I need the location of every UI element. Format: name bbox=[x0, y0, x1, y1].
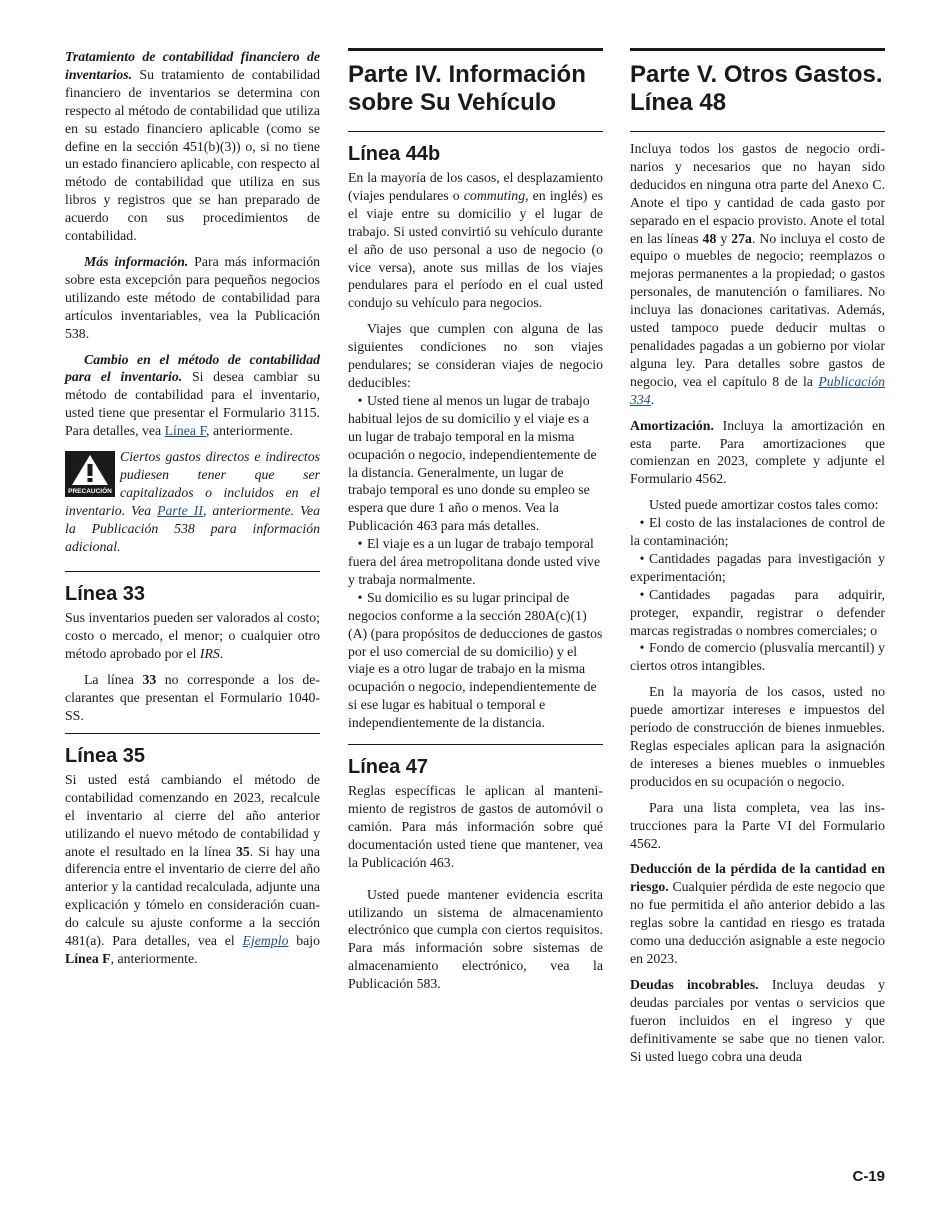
link-publicacion-334[interactable]: Publicación 334 bbox=[630, 373, 885, 407]
paragraph-otros-gastos: Incluya todos los gastos de negocio ordinarios y necesarios que no hayan sido deducidos en ninguna otra parte del Anexo C. Anote el tipo y cantidad de cada gasto por separado en el espacio provisto. Anote el total en las líneas 48 y 27a. No incluya el costo de equipo o muebles de negocio; reemplazos o mejoras permanentes a la propiedad; o gastos personales, de manutención o familiares. No incluya las donaciones caritativas. Además, usted tampoco puede deducir multas o penalidades pagadas a un gobierno por violar alguna ley. Para detalles sobre gastos de negocio, vea el capítulo 8 de la Publicación 334. bbox=[630, 141, 885, 407]
heading-linea-44b: Línea 44b bbox=[348, 131, 603, 166]
paragraph-linea-44b-2: Viajes que cumplen con alguna de las siguientes condiciones no son viajes pendulares; se consideran viajes de negocio deducibles: bbox=[348, 321, 603, 390]
column-2 bbox=[348, 48, 603, 1001]
heading-linea-47: Línea 47 bbox=[348, 744, 603, 779]
list-item: • Cantidades pagadas para adquirir, proteger, expandir, registrar o defender marcas registradas o nombres comerciales; o bbox=[630, 586, 885, 638]
list-item: • El costo de las instalaciones de control de la contaminación; bbox=[630, 515, 885, 549]
bullet-icon: • bbox=[357, 392, 363, 408]
paragraph-inventory-method-change: Cambio en el método de contabilidad para el inventario. Si desea cambiar su método de contabilidad para el inventario, usted tiene que presentar el Formulario 3115. Para detalles, vea Línea F, anteriormente. bbox=[65, 351, 320, 439]
caution-text: Ciertos gastos directos e indirectos pudiesen tener que ser capitalizados o incluidos en el inventario. Vea Parte II, anteriormente. Vea la Publicación 538 para información adicional. bbox=[65, 449, 320, 554]
parte-v-body bbox=[630, 131, 885, 1065]
paragraph-more-info: Más información. Para más información sobre esta excepción para pequeños negocios utilizando este método de contabilidad para artículos inventariables, vea la Publicación 538. bbox=[65, 253, 320, 341]
column-3 bbox=[630, 48, 885, 1073]
column-1 bbox=[65, 48, 320, 976]
heading-linea-35: Línea 35 bbox=[65, 733, 320, 768]
bullet-icon: • bbox=[639, 515, 645, 531]
bullet-icon: • bbox=[639, 640, 645, 656]
paragraph-intereses: En la mayoría de los casos, usted no puede amortizar intereses e impuestos del período de construcción de bienes inmuebles. Reglas especiales aplican para la asignación de intereses a bienes muebles o inmuebles producidos en su ocupación o negocio. bbox=[630, 684, 885, 789]
paragraph-linea-33-2: La línea 33 no corresponde a los declarantes que presentan el Formulario 1040-SS. bbox=[65, 672, 320, 723]
caution-box bbox=[65, 448, 320, 563]
bullet-icon: • bbox=[357, 589, 363, 605]
list-item: • Su domicilio es su lugar principal de negocios conforme a la sección 280A(c)(1)(A) (para propósitos de deducciones de gastos por el uso comercial de su domicilio) y el viaje es a otro lugar de trabajo en la misma ocupación o negocio, independientemente de si ese lugar es habitual o temporal e independientemente de la distancia. bbox=[348, 589, 603, 731]
list-item: • El viaje es a un lugar de trabajo temporal fuera del área metropolitana donde usted vive y trabaja normalmente. bbox=[348, 536, 601, 587]
bullet-icon: • bbox=[639, 550, 645, 566]
link-ejemplo[interactable]: Ejemplo bbox=[242, 933, 289, 949]
paragraph-financial-treatment: Tratamiento de contabilidad financiero de inventarios. Su tratamiento de contabilidad financiero de inventarios se determina con respecto al método de contabilidad que utiliza en su estado financiero aplicable (como se define en la sección 451(b)(3)) o, si no tiene un estado financiero aplicable, con respecto al método de contabilidad que utiliza en sus libros y registros que se han preparado de acuerdo con sus procedimientos de contabilidad. bbox=[65, 49, 320, 244]
paragraph-linea-35: Si usted está cambiando el método de contabilidad comenzando en 2023, recalcule el inventario al cierre del año anterior utilizando el nuevo método de contabilidad y anote el resultado en la línea 35. Si hay una diferencia entre el inventario de cierre del año anterior y la cantidad recalculada, adjunte una explicación y tómelo en consideración cuando calcule su ajuste conforme a la sección 481(a). Para detalles, vea el Ejemplo bajo Línea F, anteriormente. bbox=[65, 771, 320, 966]
heading-parte-v: Parte V. Otros Gastos. Línea 48 bbox=[630, 48, 885, 117]
paragraph-deudas-incobrables: Deudas incobrables. Incluya deudas y deudas parciales por ventas o servicios que fueron incluidos en el ingreso y que definitivamente se sabe que no tienen valor. Si usted luego cobra una deuda bbox=[630, 976, 885, 1064]
paragraph-cantidad-en-riesgo: Deducción de la pérdida de la cantidad en riesgo. Cualquier pérdida de este negocio que no fue permitida el año anterior debido a las reglas sobre la cantidad en riesgo es tratada como una deducción asignable a este negocio en 2023. bbox=[630, 861, 885, 966]
link-parte-ii[interactable]: Parte II bbox=[157, 502, 203, 518]
list-item: • Fondo de comercio (plusvalía mercantil) y ciertos otros intangibles. bbox=[630, 640, 885, 674]
caution-label: PRECAUCIÓN bbox=[68, 488, 112, 496]
paragraph-lista-completa: Para una lista completa, vea las instrucciones para la Parte VI del Formulario 4562. bbox=[630, 799, 885, 851]
list-item: • Usted tiene al menos un lugar de trabajo habitual lejos de su domicilio y el viaje es a un lugar de trabajo temporal en la misma ocupación o negocio, independientemente de la distancia. Generalmente, un lugar de trabajo temporal es uno donde su empleo se espera que dure 1 año o menos. Vea la Publicación 463 para más detalles. bbox=[348, 392, 597, 534]
paragraph-linea-47-1: Reglas específicas le aplican al mantenimiento de registros de gastos de automóvil o camión. Para más información sobre qué documentación usted tiene que mantener, vea la Publicación 463. bbox=[348, 783, 603, 870]
heading-parte-iv: Parte IV. Información sobre Su Vehículo bbox=[348, 48, 603, 117]
bullet-icon: • bbox=[639, 586, 645, 602]
paragraph-amortizacion-2: Usted puede amortizar costos tales como: bbox=[649, 497, 879, 513]
caution-icon bbox=[65, 451, 115, 497]
list-item: • Cantidades pagadas para investigación y experimentación; bbox=[630, 550, 885, 584]
link-linea-f[interactable]: Línea F bbox=[164, 423, 207, 439]
paragraph-linea-33-1: Sus inventarios pueden ser valorados al costo; costo o mercado, el menor; o cualquier otro método aprobado por el IRS. bbox=[65, 610, 320, 662]
paragraph-amortizacion: Amortización. Incluya la amortización en esta parte. Para amortizaciones que comienzan en 2023, complete y adjunte el Formulario 4562. bbox=[630, 417, 885, 487]
paragraph-linea-47-2: Usted puede mantener evidencia escrita utilizando un sistema de almacenamiento electrónico que cumpla con ciertos requisitos. Para más información sobre sistemas de almacenamiento electrónico, vea la Publicación 583. bbox=[348, 886, 603, 992]
heading-linea-33: Línea 33 bbox=[65, 571, 320, 606]
bullet-icon: • bbox=[357, 536, 363, 552]
page-number: C-19 bbox=[852, 1168, 885, 1185]
paragraph-linea-44b-1: En la mayoría de los casos, el desplazamiento (viajes pendulares o commuting, en inglés) es el viaje entre su domicilio y el lugar de trabajo. Si usted convirtió su vehículo durante el año de uso personal a uso de negocio (o vice versa), anote sus millas de los viajes pendulares para el período en el cual usted condujo su vehículo para negocios. bbox=[348, 170, 603, 311]
